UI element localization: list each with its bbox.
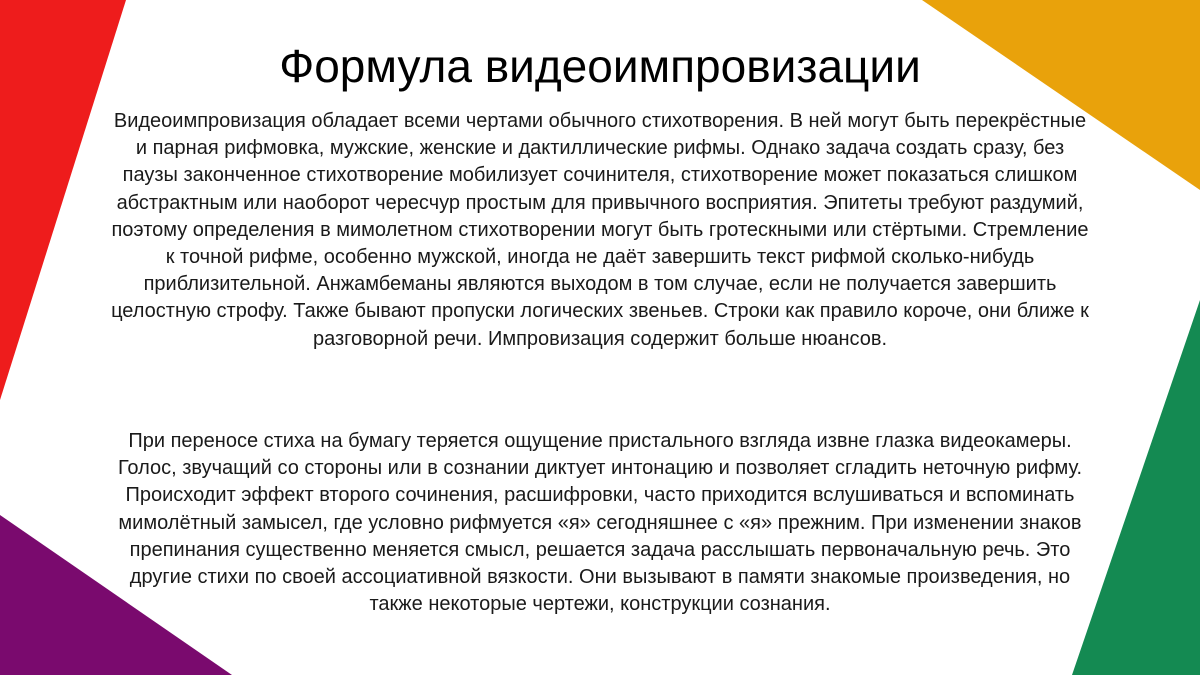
body-paragraph-1: Видеоимпровизация обладает всеми чертами обычного стихотворения. В ней могут быть перекрёстные и парная рифмовка, мужские, женские и дактиллические рифмы. Однако задача создать сразу, без паузы законченное стихотворение мобилизует сочинителя, стихотворение может показаться слишком абстрактным или наоборот чересчур простым для привычного восприятия. Эпитеты требуют раздумий, поэтому определения в мимолетном стихотворении могут быть гротескными или стёртыми. Стремление к точной рифме, особенно мужской, иногда не даёт завершить текст рифмой сколько-нибудь приблизительной. Анжамбеманы являются выходом в том случае, если не получается завершить целостную строфу. Также бывают пропуски логических звеньев. Строки как правило короче, они ближе к разговорной речи. Импровизация содержит больше нюансов. <box>111 110 1089 350</box>
slide-title: Формула видеоимпровизации <box>279 40 921 92</box>
body-paragraph-2: При переносе стиха на бумагу теряется ощущение пристального взгляда извне глазка видеокамеры. Голос, звучащий со стороны или в сознании диктует интонацию и позволяет сгладить неточную рифму. Происходит эффект второго сочинения, расшифровки, часто приходится вслушиваться и вспоминать мимолётный замысел, где условно рифмуется «я» сегодняшнее с «я» прежним. При изменении знаков препинания существенно меняется смысл, решается задача расслышать первоначальную речь. Это другие стихи по своей ассоциативной вязкости. Они вызывают в памяти знакомые произведения, но также некоторые чертежи, конструкции сознания. <box>117 430 1083 616</box>
